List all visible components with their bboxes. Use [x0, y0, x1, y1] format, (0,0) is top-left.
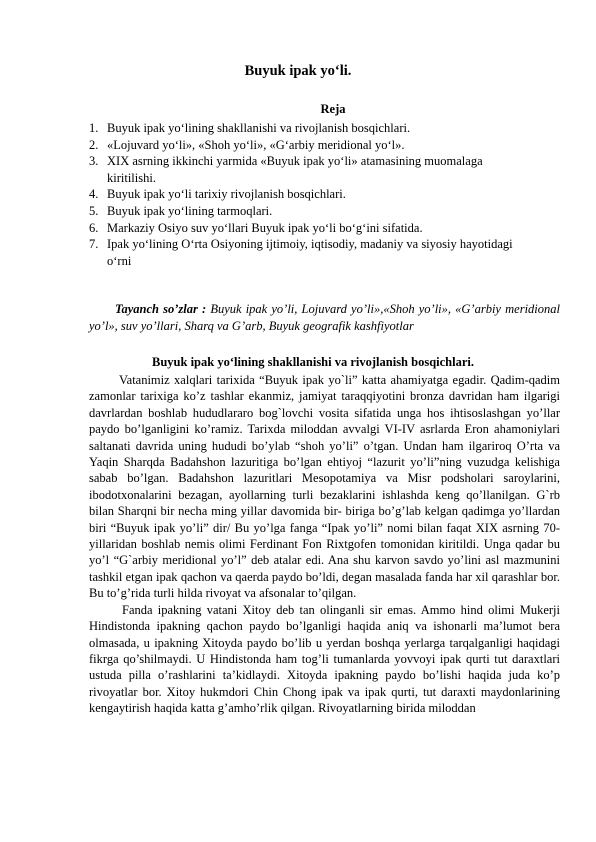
plan-item-number: 1.	[89, 121, 99, 135]
plan-item-text: Ipak yo‘lining O‘rta Osiyoning ijtimoiy, iqtisodiy, madaniy va siyosiy hayotidagi o‘rni	[107, 237, 513, 268]
plan-item-text: XIX asrning ikkinchi yarmida «Buyuk ipak yo‘li» atamasining muomalaga kiritilishi.	[107, 154, 483, 185]
body-text	[89, 372, 560, 717]
plan-item-text: Buyuk ipak yo‘lining tarmoqlari.	[107, 203, 273, 218]
plan-item-number: 7.	[89, 237, 99, 252]
plan-item	[89, 137, 529, 154]
plan-list	[89, 120, 529, 269]
plan-item-text: Markaziy Osiyo suv yo‘llari Buyuk ipak yo‘li bo‘g‘ini sifatida.	[107, 220, 423, 235]
plan-item-number: 6.	[89, 220, 99, 235]
plan-item	[89, 236, 529, 269]
keywords-paragraph	[89, 301, 560, 335]
section-heading: Buyuk ipak yo‘lining shakllanishi va rivojlanish bosqichlari.	[152, 355, 474, 369]
plan-heading: Reja	[320, 102, 346, 116]
plan-item-number: 3.	[89, 154, 99, 169]
plan-item-number: 4.	[89, 187, 99, 202]
body-paragraph: Vatanimiz xalqlari tarixida “Buyuk ipak yo`li” katta ahamiyatga egadir. Qadim-qadim zamonlar tarixiga ko’z tashlar ekanmiz, jamiyat taraqqiyotini bronza davridan ham ilgarigi davrlardan boshlab hududlararo bog`lovchi vosita sifatida unga hos ihtisoslashgan yo’llar paydo bo’lganligini ko’ramiz. Tarixda miloddan avvalgi VI-IV asrlarda Eron ahamoniylari saltanati davrida uning hududi bo’ylab “shoh yo’li” o’tgan. Undan ham ilgariroq O’rta va Yaqin Sharqda Badahshon lazuritiga bo’lgan ehtiyoj “lazurit yo’li”ning vuzudga kelishiga sabab bo’lgan. Badahshon lazuritlari Mesopotamiya va Misr podsholari saroylarini, ibodotxonalarini bezagan, ayollarning turli bezaklarini ishlashda keng qo’llanilgan. G`rb bilan Sharqni bir necha ming yillar davomida bir- biriga bo’g’lab kelgan qadimga yo’llardan biri “Buyuk ipak yo’li” dir/ Bu yo’lga fanga “Ipak yo’li” nomi bilan faqat XIX asrning 70- yillaridan boshlab nemis olimi Ferdinant Fon Rixtgofen tomonidan kiritildi. Unga qadar bu yo’l “G`arbiy meridional yo’l” deb atalar edi. Ana shu karvon savdo yo’lini asl mazmunini tashkil etgan ipak qachon va qaerda paydo bo’ldi, degan masalada fanda har xil qarashlar bor. Bu to’g’rida turli hilda rivoyat va afsonalar to’qilgan.	[89, 373, 560, 601]
keywords-label: Tayanch so’zlar :	[115, 302, 207, 316]
plan-item	[89, 153, 529, 186]
plan-item	[89, 203, 529, 220]
document-title: Buyuk ipak yo‘li.	[244, 63, 352, 79]
plan-item-text: Buyuk ipak yo‘lining shakllanishi va rivojlanish bosqichlari.	[107, 121, 411, 135]
plan-item-number: 2.	[89, 137, 99, 152]
plan-item	[89, 186, 529, 203]
plan-item-number: 5.	[89, 203, 99, 218]
plan-item-text: «Lojuvard yo‘li», «Shoh yo‘li», «G‘arbiy meridional yo‘l».	[107, 137, 405, 152]
body-paragraph: Fanda ipakning vatani Xitoy deb tan olinganli sir emas. Ammo hind olimi Mukerji Hindistonda ipakning qachon paydo bo’lganligi haqida aniq va ishonarli ma’lumot bera olmasada, u ipakning Xitoyda paydo bo’lib u yerdan boshqa yerlarga tarqalganligi haqidagi fikrga qo’shilmaydi. U Hindistonda ham tog’li tumanlarda yovvoyi ipak qurti tut daraxtlari ustuda pilla o’rashlarini ta’kidlaydi. Xitoyda ipakning paydo bo’lishi haqida juda ko’p rivoyatlar bor. Xitoy hukmdori Chin Chong ipak va ipak qurti, tut daraxti maydonlarining kengaytirish haqida katta g’amho’rlik qilgan. Rivoyatlarning birida miloddan	[89, 602, 560, 716]
plan-item	[89, 220, 529, 237]
keywords-text: Buyuk ipak yo’li, Lojuvard yo’li»,«Shoh yo’li», «G’arbiy meridional yo’l», suv yo’llari, Sharq va G’arb, Buyuk geografik kashfiyotlar	[89, 302, 560, 333]
plan-item	[89, 120, 529, 137]
plan-item-text: Buyuk ipak yo‘li tarixiy rivojlanish bosqichlari.	[107, 187, 346, 202]
